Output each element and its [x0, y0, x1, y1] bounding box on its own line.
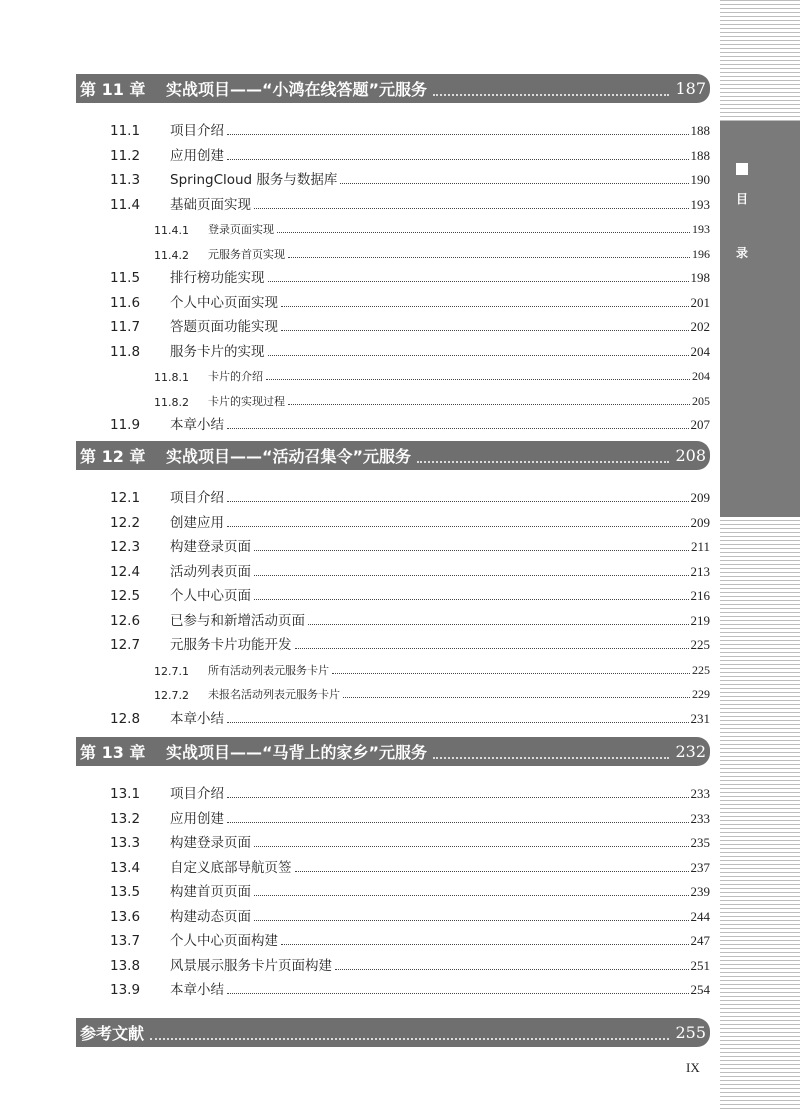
dot-leader [227, 159, 689, 160]
toc-section-entry[interactable] [76, 929, 710, 949]
entry-title: 自定义底部导航页签 [170, 859, 292, 876]
entry-title: 本章小结 [170, 417, 224, 433]
entry-title: 排行榜功能实现 [170, 270, 265, 286]
entry-number: 11.6 [110, 294, 141, 311]
dot-leader [150, 1038, 669, 1040]
entry-number: 11.1 [110, 123, 141, 139]
entry-number: 13.6 [110, 908, 141, 925]
toc-section-entry[interactable] [76, 413, 710, 433]
entry-title: 构建登录页面 [170, 539, 251, 555]
entry-number: 11.7 [110, 319, 141, 335]
entry-title: 风景展示服务卡片页面构建 [170, 957, 332, 974]
entry-page: 188 [690, 147, 710, 163]
dot-leader [227, 526, 689, 527]
entry-number: 13.5 [110, 884, 141, 900]
toc-section-entry[interactable] [76, 856, 710, 876]
dot-leader [343, 697, 690, 698]
dot-leader [227, 501, 689, 502]
entry-number: 12.6 [110, 612, 141, 629]
entry-number: 12.1 [110, 490, 141, 506]
toc-section-entry[interactable] [76, 782, 710, 802]
entry-title: 服务卡片的实现 [170, 343, 265, 360]
entry-number: 13.1 [110, 786, 141, 802]
dot-leader [340, 183, 688, 184]
entry-title: 项目介绍 [170, 786, 224, 802]
dot-leader [332, 673, 690, 674]
entry-title: 构建首页页面 [170, 884, 251, 900]
chapter-title: 实战项目——“小鸿在线答题”元服务 [166, 80, 428, 99]
section-tab-char-2: 录 [735, 246, 748, 260]
dot-leader [335, 969, 689, 970]
entry-page: 204 [690, 343, 710, 359]
entry-page: 196 [692, 246, 710, 261]
dot-leader [227, 722, 689, 723]
entry-number: 12.2 [110, 514, 141, 531]
entry-page: 209 [690, 490, 710, 505]
entry-number: 11.8.1 [154, 371, 189, 384]
entry-title: 构建动态页面 [170, 908, 251, 925]
entry-number: 12.7 [110, 637, 141, 653]
dot-leader [295, 648, 689, 649]
entry-number: 13.3 [110, 835, 141, 851]
dot-leader [417, 461, 669, 463]
toc-section-entry[interactable] [76, 954, 710, 974]
chapter-page: 232 [675, 742, 706, 761]
chapter-heading[interactable] [76, 74, 710, 103]
entry-page: 209 [690, 514, 710, 530]
entry-title: 项目介绍 [170, 490, 224, 506]
chapter-number: 第 12 章 [80, 447, 146, 466]
dot-leader [227, 822, 689, 823]
entry-title: 未报名活动列表元服务卡片 [208, 688, 340, 701]
entry-page: 193 [692, 222, 710, 236]
toc-section-entry[interactable] [76, 633, 710, 653]
entry-page: 247 [690, 933, 710, 948]
entry-page: 188 [690, 123, 710, 138]
dot-leader [308, 624, 689, 625]
entry-page: 198 [690, 270, 710, 285]
entry-number: 13.7 [110, 933, 141, 949]
toc-section-entry[interactable] [76, 807, 710, 827]
entry-page: 225 [692, 662, 710, 677]
toc-subsection-entry[interactable] [76, 682, 710, 702]
entry-title: 本章小结 [170, 710, 224, 727]
entry-number: 11.2 [110, 147, 141, 164]
toc-section-entry[interactable] [76, 978, 710, 998]
toc-subsection-entry[interactable] [76, 389, 710, 409]
references-page: 255 [675, 1023, 706, 1042]
dot-leader [227, 797, 689, 798]
dot-leader [295, 871, 689, 872]
chapter-heading[interactable] [76, 737, 710, 766]
entry-number: 12.7.1 [154, 664, 189, 678]
dot-leader [268, 355, 689, 356]
toc-section-entry[interactable] [76, 119, 710, 139]
entry-page: 233 [690, 786, 710, 801]
entry-title: 基础页面实现 [170, 196, 251, 213]
toc-section-entry[interactable] [76, 340, 710, 360]
toc-section-entry[interactable] [76, 535, 710, 555]
dot-leader [227, 993, 689, 994]
entry-title: 已参与和新增活动页面 [170, 612, 305, 629]
entry-page: 237 [690, 859, 710, 875]
dot-leader [288, 404, 690, 405]
chapter-title: 实战项目——“马背上的家乡”元服务 [166, 743, 428, 762]
dot-leader [281, 330, 689, 331]
entry-page: 219 [690, 612, 710, 628]
dot-leader [281, 944, 689, 945]
entry-title: 卡片的介绍 [208, 370, 263, 383]
chapter-page: 208 [675, 446, 706, 465]
entry-title: 所有活动列表元服务卡片 [208, 663, 329, 677]
toc-section-entry[interactable] [76, 609, 710, 629]
toc-section-entry[interactable] [76, 560, 710, 580]
entry-title: 活动列表页面 [170, 563, 251, 580]
toc-subsection-entry[interactable] [76, 217, 710, 237]
entry-title: 答题页面功能实现 [170, 319, 278, 335]
entry-page: 231 [690, 710, 710, 726]
entry-number: 11.4.1 [154, 224, 189, 237]
dot-leader [266, 379, 690, 380]
toc-subsection-entry[interactable] [76, 364, 710, 384]
dot-leader [254, 550, 689, 551]
dot-leader [268, 281, 689, 282]
entry-number: 13.4 [110, 859, 141, 876]
chapter-page: 187 [675, 79, 706, 98]
references-heading[interactable] [76, 1018, 710, 1047]
entry-title: 个人中心页面构建 [170, 933, 278, 949]
entry-page: 193 [690, 196, 710, 212]
entry-page: 216 [690, 588, 710, 603]
toc-section-entry[interactable] [76, 486, 710, 506]
section-tab [720, 121, 800, 517]
entry-page: 244 [690, 908, 710, 924]
dot-leader [433, 757, 669, 759]
page-number: IX [686, 1060, 700, 1075]
entry-page: 235 [690, 835, 710, 850]
entry-page: 211 [690, 539, 710, 554]
entry-number: 11.5 [110, 270, 141, 286]
chapter-heading[interactable] [76, 441, 710, 470]
toc-subsection-entry[interactable] [76, 658, 710, 678]
toc-section-entry[interactable] [76, 831, 710, 851]
toc-subsection-entry[interactable] [76, 242, 710, 262]
toc-section-entry[interactable] [76, 584, 710, 604]
entry-number: 12.8 [110, 710, 141, 727]
dot-leader [254, 846, 689, 847]
entry-number: 13.8 [110, 957, 141, 974]
dot-leader [254, 895, 689, 896]
dot-leader [433, 94, 669, 96]
dot-leader [227, 134, 689, 135]
chapter-number: 第 13 章 [80, 743, 146, 762]
dot-leader [254, 208, 689, 209]
dot-leader [254, 599, 689, 600]
entry-page: 190 [690, 172, 710, 187]
dot-leader [227, 428, 689, 429]
entry-number: 13.2 [110, 810, 141, 827]
toc-section-entry[interactable] [76, 291, 710, 311]
entry-number: 12.5 [110, 588, 141, 604]
section-tab-char-1: 目 [735, 192, 748, 206]
toc-section-entry[interactable] [76, 707, 710, 727]
entry-number: 12.4 [110, 563, 141, 580]
dot-leader [254, 920, 689, 921]
entry-page: 213 [690, 563, 710, 579]
entry-title: 构建登录页面 [170, 835, 251, 851]
entry-page: 229 [692, 687, 710, 701]
entry-title: 元服务首页实现 [208, 247, 285, 261]
dot-leader [277, 232, 690, 233]
entry-number: 11.8 [110, 343, 141, 360]
entry-number: 11.9 [110, 417, 141, 433]
entry-number: 11.4 [110, 196, 141, 213]
entry-number: 12.7.2 [154, 689, 189, 702]
chapter-number: 第 11 章 [80, 80, 146, 99]
entry-number: 11.4.2 [154, 248, 189, 262]
entry-page: 202 [690, 319, 710, 334]
toc-section-entry[interactable] [76, 315, 710, 335]
toc-section-entry[interactable] [76, 511, 710, 531]
entry-page: 225 [690, 637, 710, 652]
dot-leader [254, 575, 689, 576]
entry-title: 应用创建 [170, 810, 224, 827]
entry-title: 个人中心页面 [170, 588, 251, 604]
references-title: 参考文献 [80, 1024, 145, 1043]
entry-title: 应用创建 [170, 147, 224, 164]
toc-section-entry[interactable] [76, 880, 710, 900]
entry-page: 204 [692, 369, 710, 383]
entry-page: 233 [690, 810, 710, 826]
entry-title: 元服务卡片功能开发 [170, 637, 292, 653]
toc-section-entry[interactable] [76, 193, 710, 213]
toc-section-entry[interactable] [76, 144, 710, 164]
entry-page: 205 [692, 393, 710, 408]
entry-title: SpringCloud 服务与数据库 [170, 172, 338, 188]
entry-page: 207 [690, 417, 710, 432]
table-of-contents [76, 0, 710, 1112]
entry-title: 创建应用 [170, 514, 224, 531]
toc-section-entry[interactable] [76, 266, 710, 286]
entry-number: 11.8.2 [154, 395, 189, 409]
entry-page: 254 [690, 982, 710, 997]
entry-number: 13.9 [110, 982, 141, 998]
entry-title: 登录页面实现 [208, 223, 274, 236]
entry-title: 个人中心页面实现 [170, 294, 278, 311]
toc-section-entry[interactable] [76, 905, 710, 925]
dot-leader [281, 306, 689, 307]
entry-title: 本章小结 [170, 982, 224, 998]
entry-page: 239 [690, 884, 710, 899]
entry-number: 11.3 [110, 172, 141, 188]
entry-title: 卡片的实现过程 [208, 394, 285, 408]
chapter-title: 实战项目——“活动召集令”元服务 [166, 447, 412, 466]
entry-page: 251 [690, 957, 710, 973]
entry-title: 项目介绍 [170, 123, 224, 139]
square-icon [736, 163, 748, 175]
entry-page: 201 [690, 294, 710, 310]
toc-section-entry[interactable] [76, 168, 710, 188]
dot-leader [288, 257, 690, 258]
entry-number: 12.3 [110, 539, 141, 555]
